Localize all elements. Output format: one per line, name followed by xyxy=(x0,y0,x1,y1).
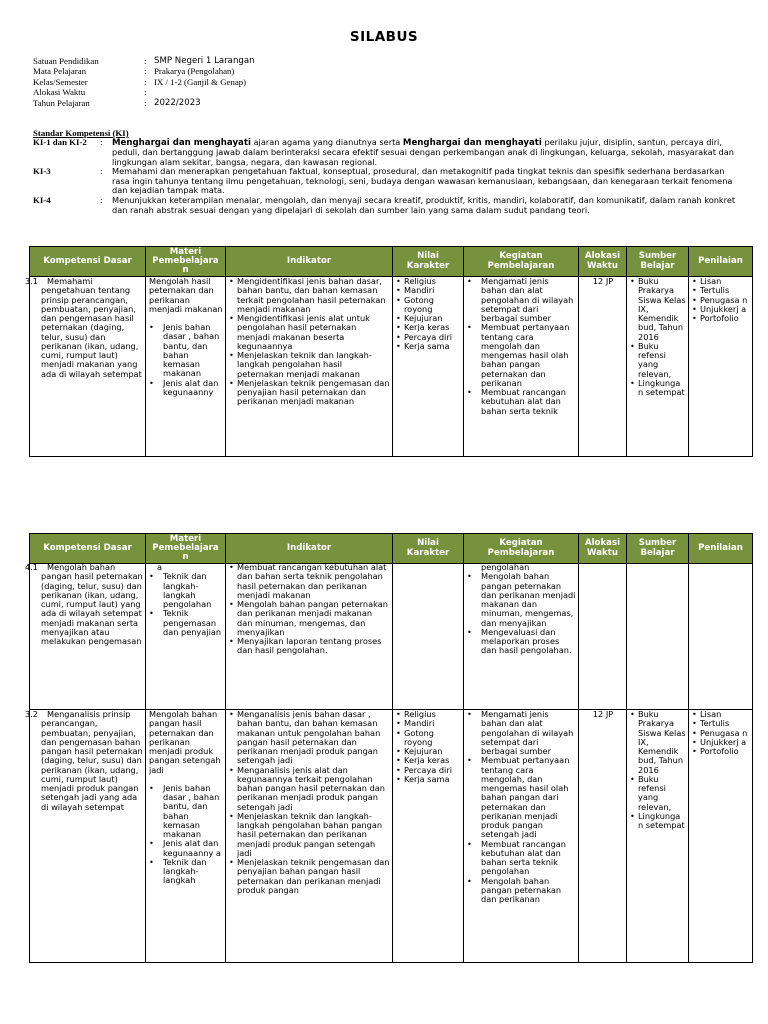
penilaian-cell xyxy=(689,710,753,963)
list-item: • Jenis alat dan kegunaanny xyxy=(149,379,223,398)
list-item: • Mengidentifikasi jenis alat untuk pengolahan hasil peternakan menjadi makanan beserta kegunaannya xyxy=(229,314,390,351)
identity-colon: : xyxy=(144,66,147,77)
identity-label: Tahun Pelajaran xyxy=(33,97,90,108)
list-item: • Percaya diri xyxy=(396,766,461,775)
nilai-karakter-cell xyxy=(393,564,464,710)
list-item: • Percaya diri xyxy=(396,333,461,342)
list-item: • Mengolah bahan pangan peternakan dan perikanan menjadi makanan dan minuman, mengemas, dan menyajikan xyxy=(229,600,390,637)
identity-label: Satuan Pendidikan xyxy=(33,56,99,66)
list-item: • Teknik pengemasan dan penyajian xyxy=(149,609,223,637)
list-item: • Mandiri xyxy=(396,286,461,295)
list-item: • Teknik dan langkah-langkah pengolahan xyxy=(149,572,223,609)
list-item: • Mengolah bahan pangan peternakan dan perikanan menjadi makanan dan minuman, mengemas, dan menyajikan xyxy=(467,572,576,628)
table-row xyxy=(30,564,753,710)
ki-label: KI-1 dan KI-2 xyxy=(33,137,87,147)
list-item: • Lingkunga n setempat xyxy=(630,812,686,831)
identity-value: 2022/2023 xyxy=(154,97,201,108)
list-item: • Buku refensi yang relevan, xyxy=(630,342,686,379)
ki-text: Memahami dan menerapkan pengetahuan faktual, konseptual, prosedural, dan metakognitif pada tingkat teknis dan spesifik sederhana berdasarkan rasa ingin tahunya tentang ilmu pengetahuan, teknologi, seni, budaya dengan wawasan kemanusiaan, kebangsaan, dan kenegaraan terkait fenomena dan kejadian tampak mata. xyxy=(112,166,733,196)
list-item: • Portofolio xyxy=(692,747,750,756)
alokasi-cell: 12 JP xyxy=(579,710,627,963)
ki-text: Menghargai dan menghayati ajaran agama yang dianutnya serta Menghargai dan menghayati perilaku jujur, disiplin, santun, percaya diri, peduli, dan bertanggung jawab dalam berinteraksi secara efektif sesuai dengan perkembangan anak di lingkungan, keluarga, sekolah, masyarakat dan lingkungan alam sekitar, bangsa, negara, dan kawasan regional. xyxy=(112,137,734,167)
list-item: • Mengevaluasi dan melaporkan proses dan hasil pengolahan. xyxy=(467,628,576,656)
list-item: • Jenis alat dan kegunaanny a xyxy=(149,839,223,858)
bullet-list xyxy=(467,710,576,904)
bullet-list xyxy=(149,784,223,886)
list-item: • Unjukkerj a xyxy=(692,738,750,747)
ki-row xyxy=(33,196,741,215)
bullet-list xyxy=(692,710,750,756)
bullet-list xyxy=(149,572,223,637)
penilaian-cell xyxy=(689,564,753,710)
bullet-list xyxy=(396,277,461,351)
indikator-cell xyxy=(226,710,393,963)
ki-colon: : xyxy=(100,195,103,206)
kegiatan-cell xyxy=(464,277,579,457)
list-item: • Membuat pertanyaan tentang cara mengolah, dan mengemas hasil olah bahan pangan dari peternakan dan perikanan menjadi produk pangan setengah jadi xyxy=(467,756,576,839)
bullet-list xyxy=(229,277,390,407)
ki-heading: Standar Kompetensi (KI) xyxy=(33,128,129,138)
list-item: • Membuat rancangan kebutuhan alat dan bahan serta teknik xyxy=(467,388,576,416)
alokasi-cell xyxy=(579,564,627,710)
bullet-list xyxy=(149,323,223,397)
list-item: • Jenis bahan dasar , bahan bantu, dan bahan kemasan makanan xyxy=(149,323,223,379)
identity-row xyxy=(33,56,255,66)
column-header: Alokasi Waktu xyxy=(579,534,627,564)
list-item: • Menganalisis jenis alat dan kegunaannya terkait pengolahan bahan pangan hasil peternakan dan perikanan menjadi produk pangan setengah jadi xyxy=(229,766,390,812)
list-item: • Religius xyxy=(396,277,461,286)
bullet-list xyxy=(630,277,686,397)
materi-cell: Mengolah bahan pangan hasil peternakan dan perikanan menjadi produk pangan setengah jadi • Jenis bahan dasar , bahan bantu, dan bahan kemasan makanan • Jenis alat dan kegunaanny a • Teknik dan langkah-langkah xyxy=(146,710,226,963)
nilai-karakter-cell xyxy=(393,710,464,963)
identity-row xyxy=(33,87,255,97)
identity-label: Alokasi Waktu xyxy=(33,87,86,98)
column-header: Nilai Karakter xyxy=(393,247,464,277)
kompetensi-dasar-cell: 3.2 Menganalisis prinsip perancangan, pembuatan, penyajian, dan pengemasan bahan pangan hasil peternakan (daging, telur, susu) dan perikanan (ikan, udang, cumi, rumput laut) menjadi produk pangan setengah jadi yang ada di wilayah setempat xyxy=(30,710,146,963)
kegiatan-cell: pengolahan • Mengolah bahan pangan peternakan dan perikanan menjadi makanan dan minuman, mengemas, dan menyajikan • Mengevaluasi dan melaporkan proses dan hasil pengolahan. xyxy=(464,564,579,710)
table-header-row xyxy=(30,534,753,564)
list-item: • Mengolah bahan pangan peternakan dan perikanan xyxy=(467,877,576,905)
penilaian-cell xyxy=(689,277,753,457)
standar-kompetensi-block xyxy=(33,128,741,215)
identity-row xyxy=(33,66,255,76)
identity-block xyxy=(33,56,255,108)
list-item: • Buku Prakarya Siswa Kelas IX, Kemendik bud, Tahun 2016 xyxy=(630,277,686,342)
identity-row xyxy=(33,77,255,87)
list-item: • Penugasa n xyxy=(692,729,750,738)
nilai-karakter-cell xyxy=(393,277,464,457)
identity-colon: : xyxy=(144,76,147,87)
table-row xyxy=(30,710,753,963)
list-item: • Menjelaskan teknik dan langkah-langkah pengolahan bahan pangan hasil peternakan dan perikanan menjadi produk pangan setengah jadi xyxy=(229,812,390,858)
list-item: • Menganalisis jenis bahan dasar , bahan bantu, dan bahan kemasan makanan untuk pengolahan bahan pangan hasil peternakan dan perikanan menjadi produk pangan setengah jadi xyxy=(229,710,390,766)
list-item: • Lisan xyxy=(692,710,750,719)
column-header: Nilai Karakter xyxy=(393,534,464,564)
page-title: SILABUS xyxy=(349,29,419,45)
list-item: • Buku refensi yang relevan, xyxy=(630,775,686,812)
list-item: • Mandiri xyxy=(396,719,461,728)
ki-text: Menunjukkan keterampilan menalar, mengolah, dan menyaji secara kreatif, produktif, kritis, mandiri, kolaboratif, dan komunikatif, dalam ranah konkret dan ranah abstrak sesuai dengan yang dipelajari di sekolah dan sumber lain yang sama dalam sudut pandang teori. xyxy=(112,195,736,215)
column-header: Kegiatan Pembelajaran xyxy=(464,534,579,564)
sumber-cell xyxy=(627,710,689,963)
list-item: • Teknik dan langkah-langkah xyxy=(149,858,223,886)
identity-colon: : xyxy=(144,97,147,108)
bullet-list xyxy=(630,710,686,830)
column-header: Sumber Belajar xyxy=(627,534,689,564)
kompetensi-dasar-cell: 4.1 Mengolah bahan pangan hasil peternakan (daging, telur, susu) dan perikanan (ikan, udang, cumi, rumput laut) yang ada di wilayah setempat menjadi makanan serta menyajikan atau melakukan pengemasan xyxy=(30,564,146,710)
column-header: Penilaian xyxy=(689,247,753,277)
list-item: • Kerja keras xyxy=(396,756,461,765)
table-header-row xyxy=(30,247,753,277)
column-header: Alokasi Waktu xyxy=(579,247,627,277)
syllabus-table-2 xyxy=(25,533,753,963)
kompetensi-dasar-cell: 3.1 Memahami pengetahuan tentang prinsip perancangan, pembuatan, penyajian, dan pengemasan hasil peternakan (daging, telur, susu) dan perikanan (ikan, udang, cumi, rumput laut) menjadi makanan yang ada di wilayah setempat xyxy=(30,277,146,457)
list-item: • Menjelaskan teknik pengemasan dan penyajian bahan pangan hasil peternakan dan perikanan menjadi produk pangan xyxy=(229,858,390,895)
identity-value: SMP Negeri 1 Larangan xyxy=(154,56,255,66)
identity-label: Kelas/Semester xyxy=(33,76,88,87)
alokasi-cell: 12 JP xyxy=(579,277,627,457)
ki-row xyxy=(33,138,741,167)
ki-row xyxy=(33,167,741,195)
indikator-cell xyxy=(226,564,393,710)
list-item: • Jenis bahan dasar , bahan bantu, dan bahan kemasan makanan xyxy=(149,784,223,840)
identity-colon: : xyxy=(144,87,147,98)
list-item: • Tertulis xyxy=(692,719,750,728)
column-header: Penilaian xyxy=(689,534,753,564)
column-header: Kegiatan Pembelajaran xyxy=(464,247,579,277)
list-item: • Lisan xyxy=(692,277,750,286)
ki-colon: : xyxy=(100,137,103,147)
bullet-list xyxy=(229,710,390,895)
ki-colon: : xyxy=(100,166,103,177)
list-item: • Gotong royong xyxy=(396,729,461,748)
list-item: • Menjelaskan teknik dan langkah-langkah pengolahan hasil peternakan menjadi makanan xyxy=(229,351,390,379)
identity-row xyxy=(33,98,255,108)
bullet-list xyxy=(467,277,576,416)
list-item: • Membuat pertanyaan tentang cara mengolah dan mengemas hasil olah bahan pangan peternakan dan perikanan xyxy=(467,323,576,388)
bullet-list xyxy=(467,572,576,655)
column-header: Kompetensi Dasar xyxy=(30,247,146,277)
list-item: • Menjelaskan teknik pengemasan dan penyajian hasil peternakan dan perikanan menjadi makanan xyxy=(229,379,390,407)
list-item: • Lingkunga n setempat xyxy=(630,379,686,398)
materi-cell: a • Teknik dan langkah-langkah pengolahan • Teknik pengemasan dan penyajian xyxy=(146,564,226,710)
column-header: Materi Pemebelajara n xyxy=(146,247,226,277)
identity-value: IX / 1-2 (Ganjil & Genap) xyxy=(154,76,247,87)
indikator-cell xyxy=(226,277,393,457)
identity-label: Mata Pelajaran xyxy=(33,66,87,77)
list-item: • Penugasa n xyxy=(692,296,750,305)
column-header: Sumber Belajar xyxy=(627,247,689,277)
kegiatan-cell xyxy=(464,710,579,963)
column-header: Indikator xyxy=(226,247,393,277)
list-item: • Gotong royong xyxy=(396,296,461,315)
column-header: Indikator xyxy=(226,534,393,564)
bullet-list xyxy=(692,277,750,323)
list-item: • Tertulis xyxy=(692,286,750,295)
list-item: • Mengamati jenis bahan dan alat pengolahan di wilayah setempat dari berbagai sumber xyxy=(467,710,576,756)
list-item: • Menyajikan laporan tentang proses dan hasil pengolahan. xyxy=(229,637,390,656)
list-item: • Mengidentifikasi jenis bahan dasar, bahan bantu, dan bahan kemasan terkait pengolahan hasil peternakan menjadi makanan xyxy=(229,277,390,314)
identity-colon: : xyxy=(144,56,147,66)
bullet-list xyxy=(396,710,461,784)
list-item: • Membuat rancangan kebutuhan alat dan bahan serta teknik pengolahan xyxy=(467,840,576,877)
syllabus-table-1 xyxy=(25,246,753,457)
sumber-cell xyxy=(627,277,689,457)
list-item: • Religius xyxy=(396,710,461,719)
bullet-list xyxy=(229,563,390,656)
table-row xyxy=(30,277,753,457)
list-item: • Membuat rancangan kebutuhan alat dan bahan serta teknik pengolahan hasil peternakan dan perikanan menjadi makanan xyxy=(229,563,390,600)
ki-label: KI-4 xyxy=(33,195,51,206)
sumber-cell xyxy=(627,564,689,710)
ki-label: KI-3 xyxy=(33,166,51,177)
column-header: Kompetensi Dasar xyxy=(30,534,146,564)
list-item: • Unjukkerj a xyxy=(692,305,750,314)
list-item: • Kerja sama xyxy=(396,342,461,351)
list-item: • Kerja sama xyxy=(396,775,461,784)
identity-value: Prakarya (Pengolahan) xyxy=(154,66,235,77)
list-item: • Mengamati jenis bahan dan alat pengolahan di wilayah setempat dari berbagai sumber xyxy=(467,277,576,323)
list-item: • Buku Prakarya Siswa Kelas IX, Kemendik bud, Tahun 2016 xyxy=(630,710,686,775)
list-item: • Kerja keras xyxy=(396,323,461,332)
list-item: • Kejujuran xyxy=(396,314,461,323)
materi-cell: Mengolah hasil peternakan dan perikanan menjadi makanan • Jenis bahan dasar , bahan bantu, dan bahan kemasan makanan • Jenis alat dan kegunaanny xyxy=(146,277,226,457)
list-item: • Kejujuran xyxy=(396,747,461,756)
list-item: • Portofolio xyxy=(692,314,750,323)
column-header: Materi Pemebelajara n xyxy=(146,534,226,564)
